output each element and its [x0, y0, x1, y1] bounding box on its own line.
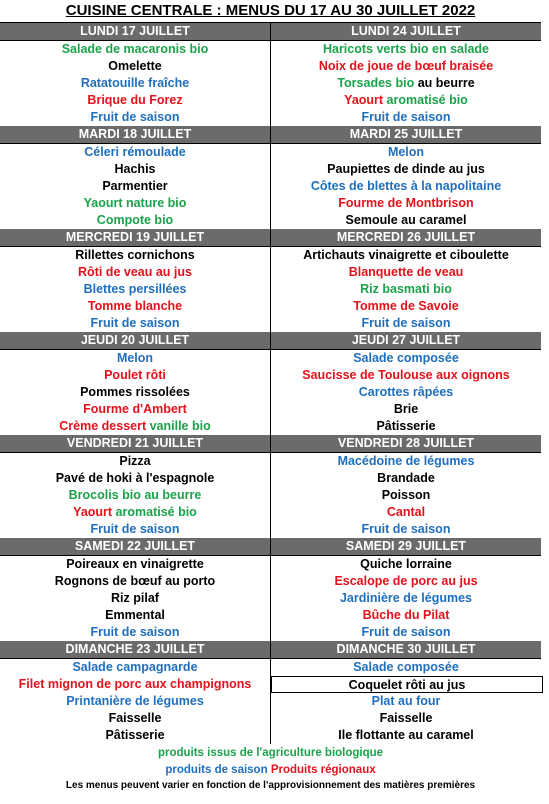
dish-text: Poulet rôti [104, 368, 166, 382]
dish-item [271, 573, 541, 590]
dish-text: Macédoine de légumes [337, 454, 475, 468]
day-row [0, 126, 541, 229]
dish-text: Blettes persillées [83, 282, 187, 296]
dish-item [271, 418, 541, 435]
day-header: JEUDI 20 JUILLET [0, 332, 270, 350]
dish-text: Noix de joue de bœuf braisée [318, 59, 494, 73]
dish-text: Crème dessert [59, 419, 150, 433]
day-menu [271, 641, 541, 744]
day-header: SAMEDI 29 JUILLET [271, 538, 541, 556]
dish-item [271, 624, 541, 641]
dish-text: Pâtisserie [376, 419, 436, 433]
dish-item [0, 676, 270, 693]
day-menu [271, 332, 541, 435]
dish-text: Saucisse de Toulouse aux oignons [302, 368, 510, 382]
day-row [0, 229, 541, 332]
day-menu [0, 641, 271, 744]
dish-item [271, 144, 541, 161]
dish-item [0, 727, 270, 744]
day-menu [0, 332, 271, 435]
dish-item [271, 75, 541, 92]
dish-item [271, 298, 541, 315]
dish-text: Tomme de Savoie [353, 299, 459, 313]
dish-text: Brie [393, 402, 419, 416]
dish-item [0, 418, 270, 435]
day-menu [271, 126, 541, 229]
dish-item [271, 659, 541, 676]
dish-item [271, 247, 541, 264]
dish-item [271, 556, 541, 573]
dish-text: Rôti de veau au jus [78, 265, 192, 279]
dish-text: Fourme d'Ambert [83, 402, 187, 416]
dish-item [271, 487, 541, 504]
dish-text: Rillettes cornichons [75, 248, 195, 262]
legend-bio [0, 747, 541, 759]
dish-text: Brocolis bio au beurre [68, 488, 202, 502]
legend-bio-text: produits issus de l'agriculture biologique [157, 747, 384, 759]
dish-text: Céleri rémoulade [84, 145, 186, 159]
dish-item [0, 659, 270, 676]
dish-item [271, 161, 541, 178]
dish-item [271, 693, 541, 710]
day-row [0, 435, 541, 538]
dish-text: Escalope de porc au jus [334, 574, 478, 588]
dish-item [0, 504, 270, 521]
dish-text: Pavé de hoki à l'espagnole [55, 471, 215, 485]
dish-item [0, 178, 270, 195]
dish-item [271, 315, 541, 332]
dish-item [0, 298, 270, 315]
dish-text: Printanière de légumes [66, 694, 204, 708]
day-menu [0, 126, 271, 229]
dish-text: Brandade [377, 471, 435, 485]
dish-text: Jardinière de légumes [339, 591, 472, 605]
dish-item [0, 556, 270, 573]
day-row [0, 641, 541, 744]
dish-text: Tomme blanche [87, 299, 183, 313]
dish-item [271, 470, 541, 487]
day-header: MERCREDI 19 JUILLET [0, 229, 270, 247]
day-header: DIMANCHE 30 JUILLET [271, 641, 541, 659]
dish-item [0, 624, 270, 641]
dish-text: Riz pilaf [111, 591, 159, 605]
dish-text: Salade de macaronis bio [61, 42, 209, 56]
day-menu [271, 229, 541, 332]
legend-season-text: produits de saison [165, 764, 268, 776]
dish-item [271, 350, 541, 367]
day-header: LUNDI 17 JUILLET [0, 23, 270, 41]
dish-text: Compote bio [96, 213, 174, 227]
page-title: CUISINE CENTRALE : MENUS DU 17 AU 30 JUILLET 2022 [65, 2, 476, 19]
dish-item [0, 161, 270, 178]
dish-text: Côtes de blettes à la napolitaine [310, 179, 502, 193]
dish-text: Artichauts vinaigrette et ciboulette [303, 248, 509, 262]
dish-item [0, 453, 270, 470]
dish-text: Blanquette de veau [348, 265, 464, 279]
dish-item [0, 195, 270, 212]
dish-text: Fruit de saison [90, 316, 180, 330]
dish-text: Pâtisserie [105, 728, 165, 742]
dish-item [0, 470, 270, 487]
day-header: JEUDI 27 JUILLET [271, 332, 541, 350]
day-row [0, 538, 541, 641]
dish-text: Poisson [381, 488, 431, 502]
dish-item [271, 195, 541, 212]
day-menu [0, 538, 271, 641]
dish-text: Poireaux en vinaigrette [66, 557, 204, 571]
dish-item [271, 453, 541, 470]
dish-item [271, 109, 541, 126]
dish-text: Fourme de Montbrison [338, 196, 474, 210]
day-row [0, 23, 541, 126]
dish-text: Coquelet rôti au jus [348, 678, 466, 692]
dish-text: Quiche lorraine [360, 557, 452, 571]
dish-text: Faisselle [379, 711, 433, 725]
dish-text: Fruit de saison [90, 625, 180, 639]
dish-item [0, 41, 270, 58]
day-header: VENDREDI 28 JUILLET [271, 435, 541, 453]
day-menu [271, 23, 541, 126]
dish-item [0, 144, 270, 161]
dish-item [0, 247, 270, 264]
dish-item [0, 710, 270, 727]
dish-text: Haricots verts bio en salade [322, 42, 490, 56]
dish-text: Ratatouille fraîche [80, 76, 190, 90]
dish-text: Emmental [105, 608, 165, 622]
dish-text: Yaourt [73, 505, 116, 519]
dish-item [271, 504, 541, 521]
day-header: VENDREDI 21 JUILLET [0, 435, 270, 453]
dish-text: aromatisé bio [386, 93, 468, 107]
dish-item [271, 264, 541, 281]
dish-item [271, 212, 541, 229]
dish-text: Fruit de saison [90, 110, 180, 124]
dish-item [271, 384, 541, 401]
legend-season-regional [0, 764, 541, 776]
dish-item [271, 727, 541, 744]
dish-item [271, 521, 541, 538]
dish-item [271, 41, 541, 58]
dish-text: Pommes rissolées [80, 385, 190, 399]
dish-text: au beurre [414, 76, 475, 90]
dish-text: Semoule au caramel [345, 213, 467, 227]
dish-text: Brique du Forez [87, 93, 183, 107]
dish-item [0, 367, 270, 384]
dish-text: Rognons de bœuf au porto [54, 574, 216, 588]
day-header: MERCREDI 26 JUILLET [271, 229, 541, 247]
dish-text: Fruit de saison [361, 625, 451, 639]
dish-item [0, 590, 270, 607]
day-menu [0, 229, 271, 332]
dish-item [0, 693, 270, 710]
dish-text: Filet mignon de porc aux champignons [18, 677, 252, 691]
dish-item [0, 75, 270, 92]
dish-item [271, 607, 541, 624]
dish-item [271, 710, 541, 727]
dish-item [0, 573, 270, 590]
day-header: MARDI 25 JUILLET [271, 126, 541, 144]
dish-text: Melon [116, 351, 154, 365]
dish-text: Faisselle [108, 711, 162, 725]
dish-item [271, 92, 541, 109]
dish-text: Fruit de saison [361, 316, 451, 330]
day-header: DIMANCHE 23 JUILLET [0, 641, 270, 659]
day-menu [0, 435, 271, 538]
dish-item [0, 109, 270, 126]
disclaimer: Les menus peuvent varier en fonction de l'approvisionnement des matières premières [65, 780, 476, 791]
dish-text: Salade campagnarde [72, 660, 198, 674]
dish-item [271, 676, 543, 693]
dish-item [271, 281, 541, 298]
day-header: LUNDI 24 JUILLET [271, 23, 541, 41]
dish-text: Fruit de saison [90, 522, 180, 536]
dish-item [271, 58, 541, 75]
dish-text: Bûche du Pilat [362, 608, 450, 622]
dish-item [271, 401, 541, 418]
dish-text: aromatisé bio [115, 505, 197, 519]
legend-regional-text: Produits régionaux [270, 764, 376, 776]
menu-table [0, 22, 541, 744]
dish-text: Ile flottante au caramel [338, 728, 474, 742]
dish-text: Salade composée [353, 351, 459, 365]
dish-item [0, 92, 270, 109]
dish-item [0, 264, 270, 281]
dish-text: Yaourt [344, 93, 387, 107]
dish-item [0, 58, 270, 75]
day-menu [0, 23, 271, 126]
dish-item [0, 521, 270, 538]
dish-text: Salade composée [353, 660, 459, 674]
dish-text: Omelette [108, 59, 162, 73]
dish-text: Yaourt nature bio [83, 196, 187, 210]
dish-item [0, 315, 270, 332]
day-menu [271, 435, 541, 538]
dish-item [0, 281, 270, 298]
dish-text: Pizza [119, 454, 151, 468]
day-header: SAMEDI 22 JUILLET [0, 538, 270, 556]
dish-text: Parmentier [102, 179, 168, 193]
day-row [0, 332, 541, 435]
dish-item [0, 384, 270, 401]
dish-text: Riz basmati bio [360, 282, 452, 296]
dish-item [271, 590, 541, 607]
dish-text: Carottes râpées [358, 385, 454, 399]
day-menu [271, 538, 541, 641]
dish-text: Paupiettes de dinde au jus [327, 162, 485, 176]
dish-text: Plat au four [371, 694, 441, 708]
dish-item [0, 487, 270, 504]
dish-item [0, 607, 270, 624]
dish-text: Fruit de saison [361, 110, 451, 124]
dish-text: vanille bio [149, 419, 211, 433]
dish-item [0, 212, 270, 229]
dish-item [0, 401, 270, 418]
dish-text: Hachis [114, 162, 156, 176]
dish-text: Melon [387, 145, 425, 159]
dish-text: Fruit de saison [361, 522, 451, 536]
day-header: MARDI 18 JUILLET [0, 126, 270, 144]
dish-text: Torsades bio [337, 76, 415, 90]
dish-item [0, 350, 270, 367]
dish-item [271, 367, 541, 384]
dish-text: Cantal [386, 505, 426, 519]
dish-item [271, 178, 541, 195]
